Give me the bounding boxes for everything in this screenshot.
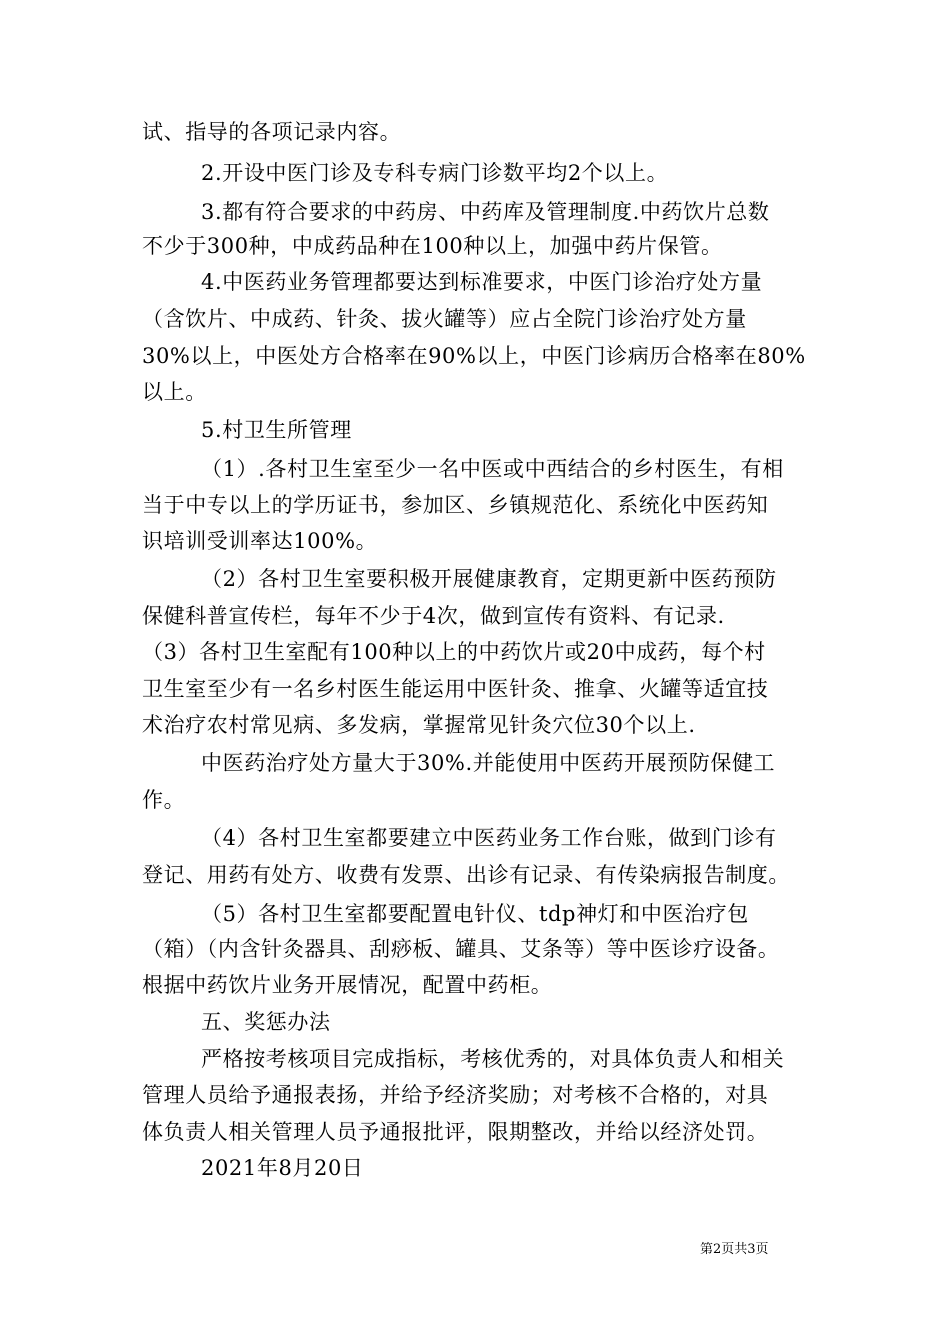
text-line: 识培训受训率达100%。 <box>142 529 378 553</box>
text-line: 5.村卫生所管理 <box>201 418 352 442</box>
text-line: 卫生室至少有一名乡村医生能运用中医针灸、推拿、火罐等适宜技 <box>142 677 769 701</box>
text-line: 2021年8月20日 <box>201 1156 364 1180</box>
text-line: 中医药治疗处方量大于30%.并能使用中医药开展预防保健工 <box>201 751 776 775</box>
text-line: （箱）（内含针灸器具、刮痧板、罐具、艾条等）等中医诊疗设备。 <box>142 937 780 961</box>
text-line: 严格按考核项目完成指标，考核优秀的，对具体负责人和相关 <box>201 1047 785 1071</box>
text-line: （5）各村卫生室都要配置电针仪、tdp神灯和中医治疗包 <box>201 902 749 926</box>
text-line: 30%以上，中医处方合格率在90%以上，中医门诊病历合格率在80% <box>142 344 806 368</box>
text-line: 体负责人相关管理人员予通报批评，限期整改，并给以经济处罚。 <box>142 1120 769 1144</box>
text-line: 4.中医药业务管理都要达到标准要求，中医门诊治疗处方量 <box>201 270 763 294</box>
text-line: 作。 <box>142 788 186 812</box>
text-line: （含饮片、中成药、针灸、拔火罐等）应占全院门诊治疗处方量 <box>142 307 747 331</box>
text-line: 当于中专以上的学历证书，参加区、乡镇规范化、系统化中医药知 <box>142 493 769 517</box>
text-line: 五、奖惩办法 <box>201 1010 331 1034</box>
text-line: 试、指导的各项记录内容。 <box>142 120 402 144</box>
text-line: 术治疗农村常见病、多发病，掌握常见针灸穴位30个以上. <box>142 713 696 737</box>
text-line: 3.都有符合要求的中药房、中药库及管理制度.中药饮片总数 <box>201 200 770 224</box>
text-line: 不少于300种，中成药品种在100种以上，加强中药片保管。 <box>142 234 723 258</box>
text-line: 保健科普宣传栏，每年不少于4次，做到宣传有资料、有记录. <box>142 604 725 628</box>
page-number: 第2页共3页 <box>700 1242 769 1257</box>
text-line: （3）各村卫生室配有100种以上的中药饮片或20中成药，每个村 <box>142 640 766 664</box>
text-line: （1）.各村卫生室至少一名中医或中西结合的乡村医生，有相 <box>201 457 784 481</box>
text-line: 2.开设中医门诊及专科专病门诊数平均2个以上。 <box>201 161 669 185</box>
text-line: （4）各村卫生室都要建立中医药业务工作台账，做到门诊有 <box>201 826 777 850</box>
text-line: （2）各村卫生室要积极开展健康教育，定期更新中医药预防 <box>201 567 777 591</box>
text-line: 以上。 <box>142 380 207 404</box>
text-line: 管理人员给予通报表扬，并给予经济奖励；对考核不合格的，对具 <box>142 1083 769 1107</box>
text-line: 登记、用药有处方、收费有发票、出诊有记录、有传染病报告制度。 <box>142 863 790 887</box>
text-line: 根据中药饮片业务开展情况，配置中药柜。 <box>142 973 553 997</box>
